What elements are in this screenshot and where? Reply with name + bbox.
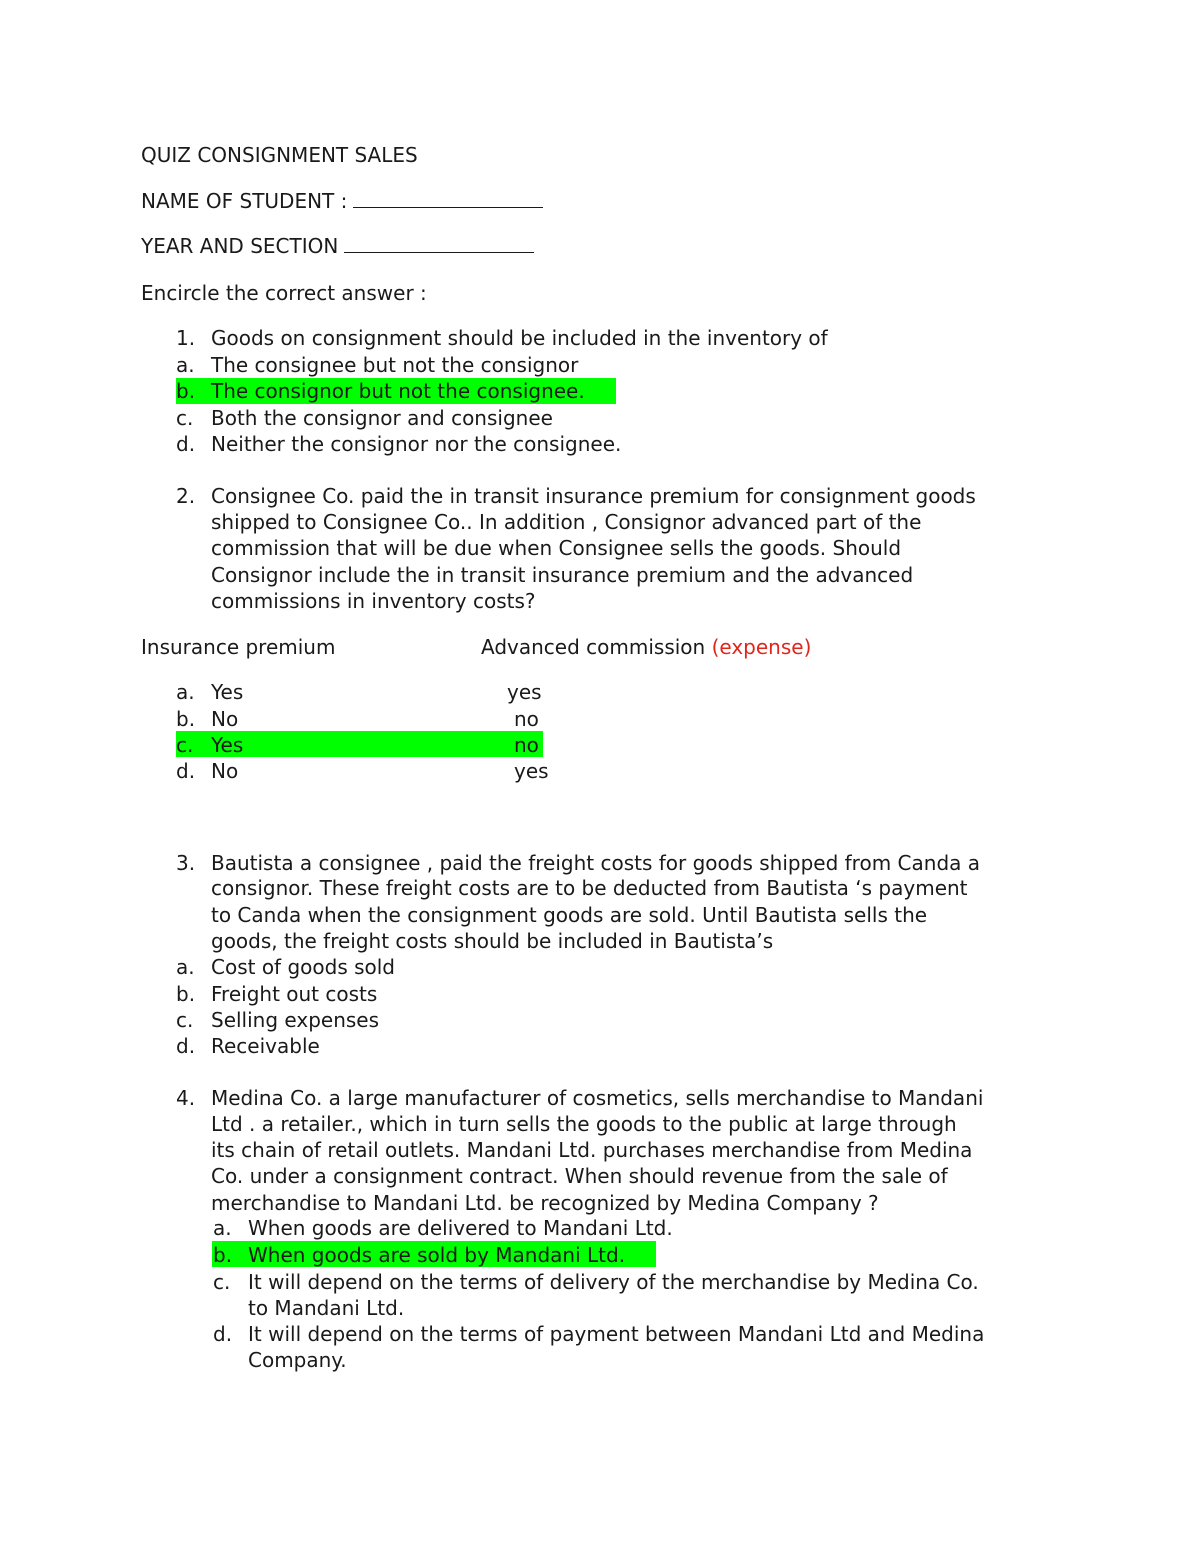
student-name-blank[interactable]: [353, 189, 543, 208]
option-letter: b.: [176, 379, 196, 403]
question-number: 3.: [176, 851, 196, 875]
option-letter: c.: [176, 1008, 194, 1032]
commission-label: Advanced commission: [481, 635, 706, 659]
quiz-title: QUIZ CONSIGNMENT SALES: [141, 143, 418, 167]
correct-answer-highlight: [176, 731, 543, 757]
option-letter: c.: [176, 406, 194, 430]
option-text: Company.: [248, 1348, 347, 1372]
column-header-commission: [481, 634, 811, 660]
question-text-line: Consignee Co. paid the in transit insurance premium for consignment goods: [211, 484, 976, 508]
correct-answer-highlight: [176, 378, 616, 404]
year-section-row: [141, 233, 534, 259]
question-text-line: commissions in inventory costs?: [211, 589, 536, 613]
option-col1: Yes: [211, 680, 244, 704]
question-text-line: Consignor include the in transit insurance premium and the advanced: [211, 563, 914, 587]
option-letter: d.: [176, 432, 196, 456]
correct-answer-highlight: [212, 1241, 656, 1267]
question-text-line: shipped to Consignee Co.. In addition , Consignor advanced part of the: [211, 510, 922, 534]
option-letter: c.: [213, 1270, 231, 1294]
student-name-row: [141, 188, 543, 214]
option-letter: a.: [176, 955, 195, 979]
option-letter: b.: [176, 982, 196, 1006]
option-letter: a.: [213, 1216, 232, 1240]
option-col2: yes: [507, 680, 542, 704]
option-text: The consignor but not the consignee.: [211, 379, 585, 403]
option-letter: a.: [176, 680, 195, 704]
year-section-label: YEAR AND SECTION: [141, 234, 339, 258]
option-col1: Yes: [211, 733, 244, 757]
option-col1: No: [211, 707, 239, 731]
question-number: 2.: [176, 484, 196, 508]
option-letter: b.: [213, 1243, 233, 1267]
option-text: Selling expenses: [211, 1008, 380, 1032]
option-letter: d.: [176, 759, 196, 783]
question-text-line: Co. under a consignment contract. When should revenue from the sale of: [211, 1164, 948, 1188]
option-text: Both the consignor and consignee: [211, 406, 553, 430]
option-col2: no: [514, 733, 539, 757]
option-letter: c.: [176, 733, 194, 757]
column-header-insurance: Insurance premium: [141, 635, 336, 659]
option-col2: no: [514, 707, 539, 731]
year-section-blank[interactable]: [344, 234, 534, 253]
option-letter: b.: [176, 707, 196, 731]
option-text: Cost of goods sold: [211, 955, 396, 979]
option-text: Freight out costs: [211, 982, 378, 1006]
option-letter: a.: [176, 353, 195, 377]
question-number: 1.: [176, 326, 196, 350]
question-text-line: consignor. These freight costs are to be deducted from Bautista ‘s payment: [211, 876, 968, 900]
expense-note: (expense): [711, 635, 812, 659]
option-col2: yes: [514, 759, 549, 783]
question-number: 4.: [176, 1086, 196, 1110]
option-text: It will depend on the terms of payment between Mandani Ltd and Medina: [248, 1322, 985, 1346]
option-text: When goods are delivered to Mandani Ltd.: [248, 1216, 673, 1240]
instruction-text: Encircle the correct answer :: [141, 281, 427, 305]
option-text: to Mandani Ltd.: [248, 1296, 405, 1320]
question-text-line: to Canda when the consignment goods are sold. Until Bautista sells the: [211, 903, 928, 927]
option-text: Neither the consignor nor the consignee.: [211, 432, 622, 456]
option-col1: No: [211, 759, 239, 783]
question-text-line: Medina Co. a large manufacturer of cosmetics, sells merchandise to Mandani: [211, 1086, 984, 1110]
question-text-line: Bautista a consignee , paid the freight costs for goods shipped from Canda a: [211, 851, 981, 875]
question-text-line: its chain of retail outlets. Mandani Ltd. purchases merchandise from Medina: [211, 1138, 973, 1162]
question-text-line: Ltd . a retailer., which in turn sells the goods to the public at large through: [211, 1112, 957, 1136]
option-letter: d.: [176, 1034, 196, 1058]
question-text: Goods on consignment should be included in the inventory of: [211, 326, 828, 350]
option-text: It will depend on the terms of delivery of the merchandise by Medina Co.: [248, 1270, 979, 1294]
option-text: Receivable: [211, 1034, 320, 1058]
student-name-label: NAME OF STUDENT :: [141, 189, 348, 213]
option-text: When goods are sold by Mandani Ltd.: [248, 1243, 626, 1267]
question-text-line: goods, the freight costs should be included in Bautista’s: [211, 929, 774, 953]
question-text-line: merchandise to Mandani Ltd. be recognized by Medina Company ?: [211, 1191, 879, 1215]
option-text: The consignee but not the consignor: [211, 353, 579, 377]
option-letter: d.: [213, 1322, 233, 1346]
question-text-line: commission that will be due when Consignee sells the goods. Should: [211, 536, 902, 560]
